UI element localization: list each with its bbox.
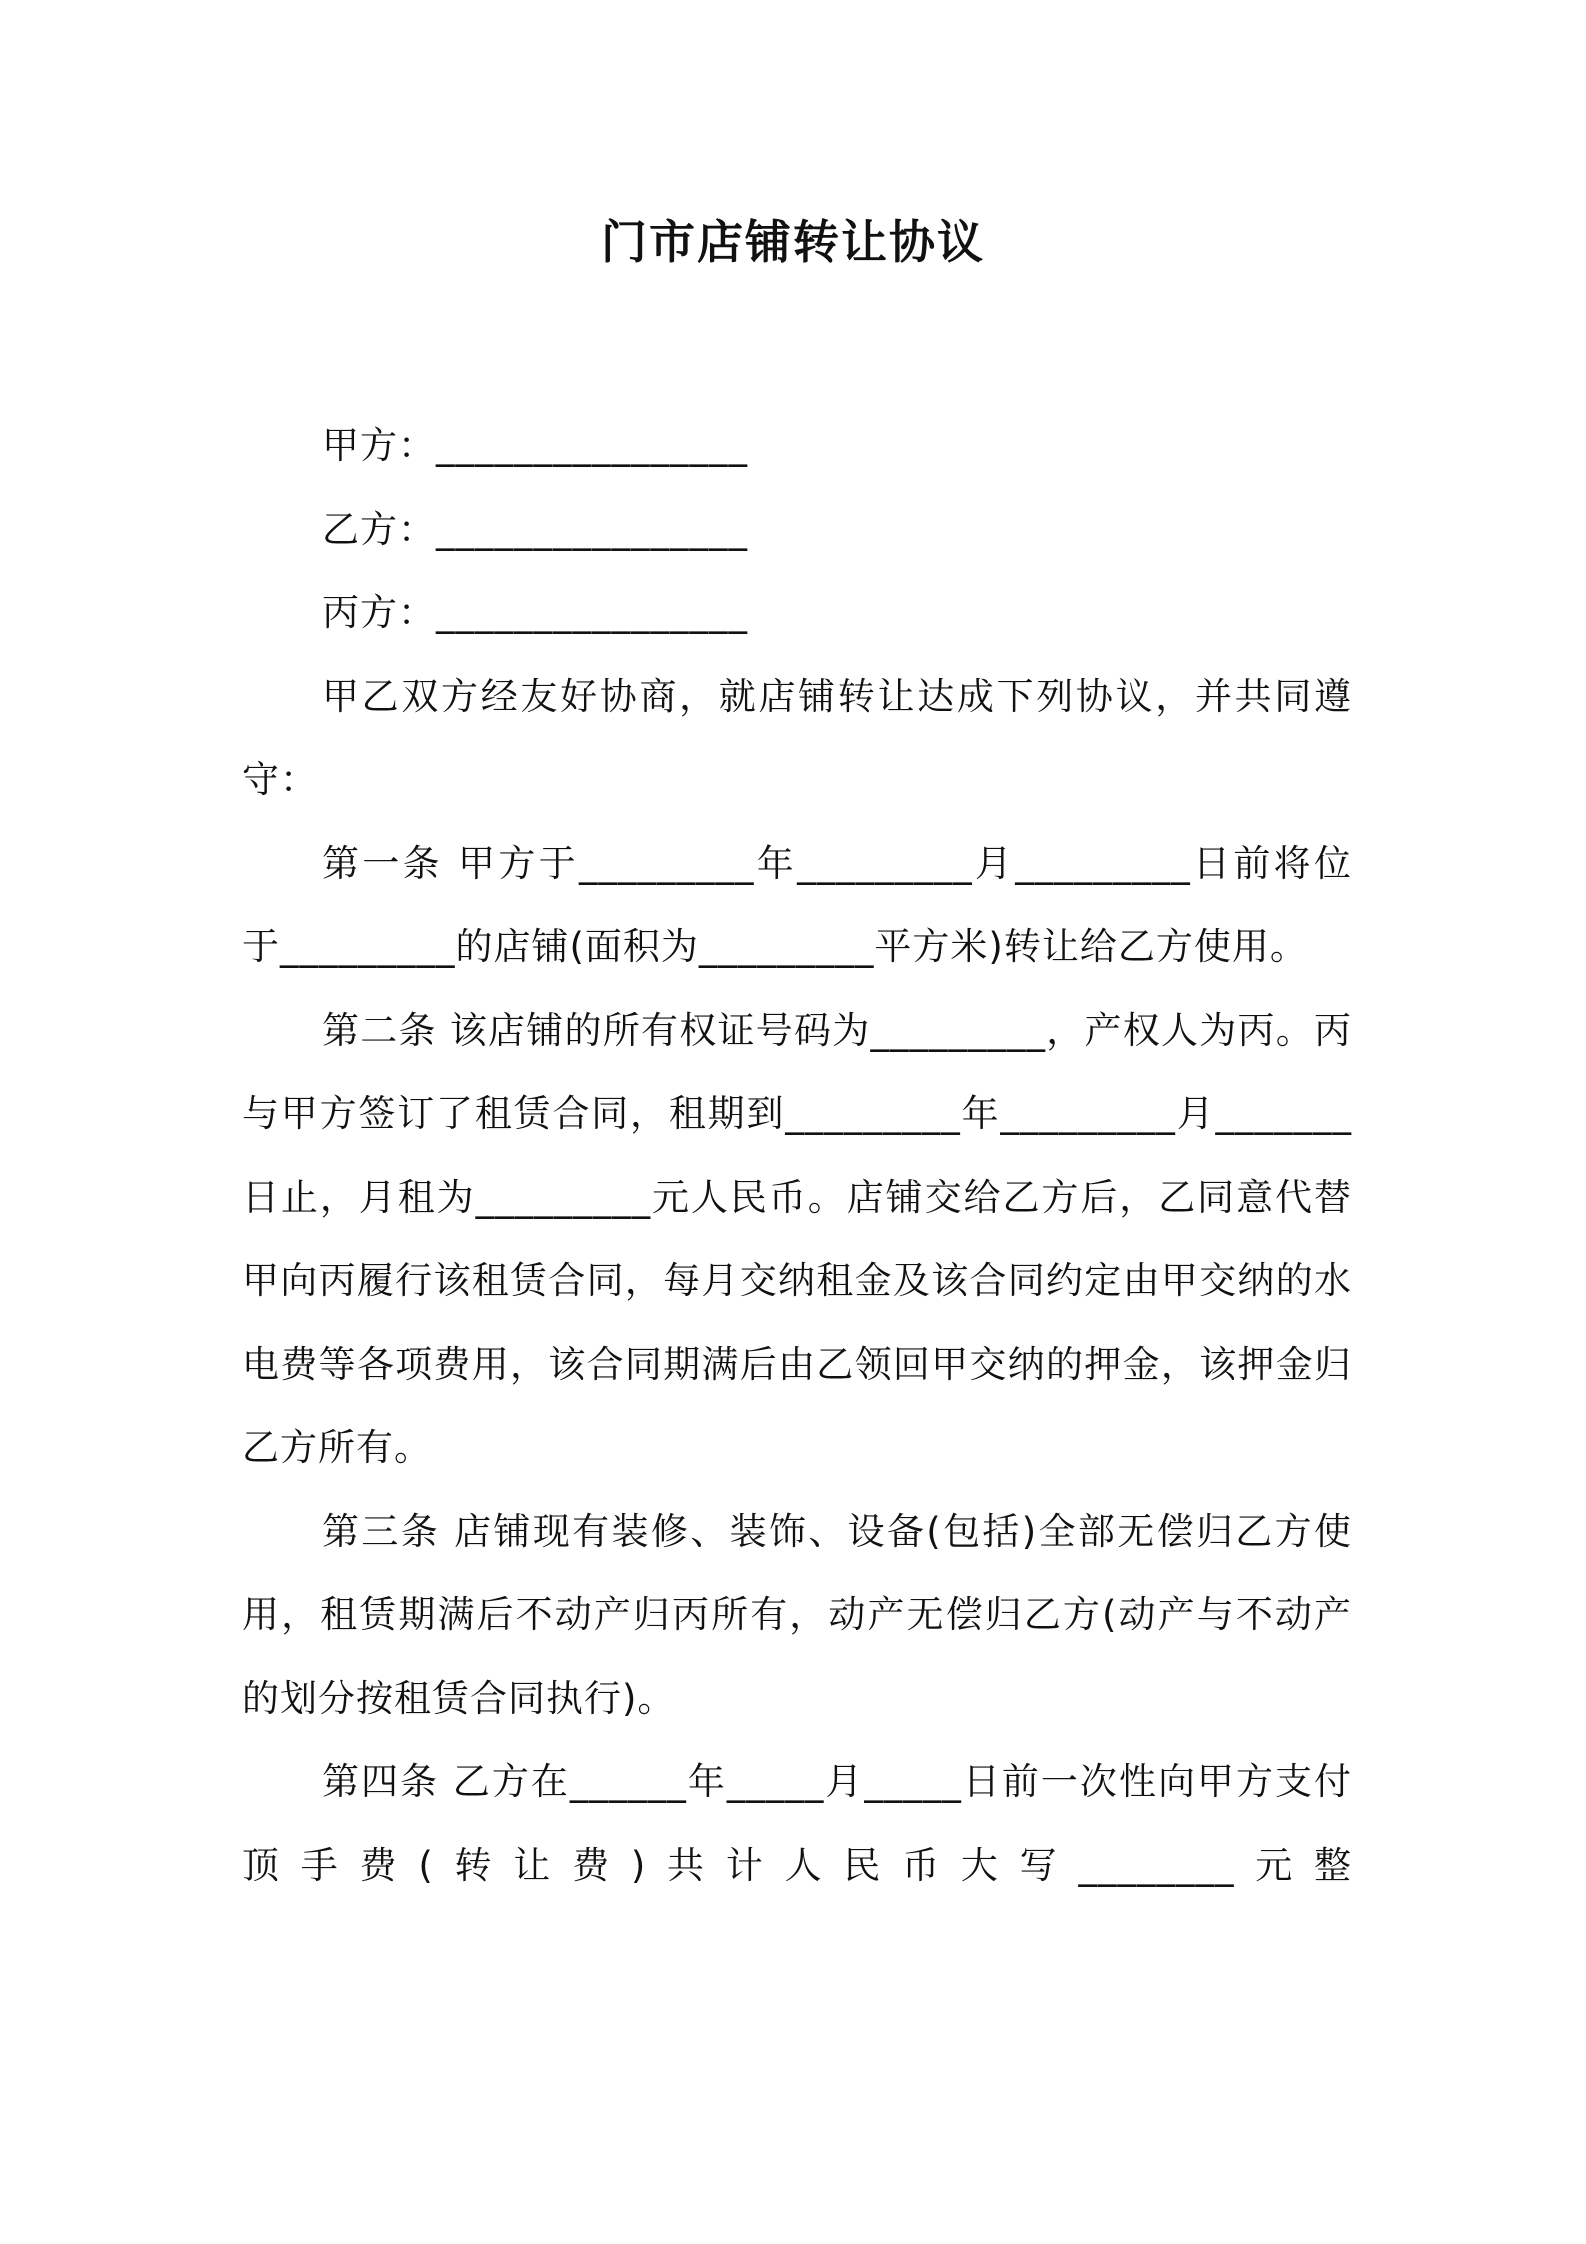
party-a-line: 甲方：________________ xyxy=(322,424,748,467)
party-c-line: 丙方：________________ xyxy=(322,591,748,634)
party-b-line: 乙方：________________ xyxy=(322,507,748,551)
intro-paragraph: 甲乙双方经友好协商，就店铺转让达成下列协议，并共同遵守： xyxy=(242,674,1352,801)
clause-1: 第一条 甲方于_________年_________月_________日前将位于_________的店铺(面积为_________平方米)转让给乙方使用。 xyxy=(242,841,1352,968)
clause-4: 第四条 乙方在______年_____月_____日前一次性向甲方支付顶手费(转让费)共计人民币大写________元整 xyxy=(242,1760,1352,1887)
clause-2: 第二条 该店铺的所有权证号码为_________，产权人为丙。丙与甲方签订了租赁合同，租期到_________年_________月_______日止，月租为_________元人民币。店铺交给乙方后，乙同意代替甲向丙履行该租赁合同，每月交纳租金及该合同约定由甲交纳的水电费等各项费用，该合同期满后由乙领回甲交纳的押金，该押金归乙方所有。 xyxy=(242,1008,1352,1469)
document-title: 门市店铺转让协议 xyxy=(601,215,985,269)
document-body xyxy=(242,404,1352,1907)
clause-3: 第三条 店铺现有装修、装饰、设备(包括)全部无偿归乙方使用，租赁期满后不动产归丙所有，动产无偿归乙方(动产与不动产的划分按租赁合同执行)。 xyxy=(242,1509,1352,1720)
